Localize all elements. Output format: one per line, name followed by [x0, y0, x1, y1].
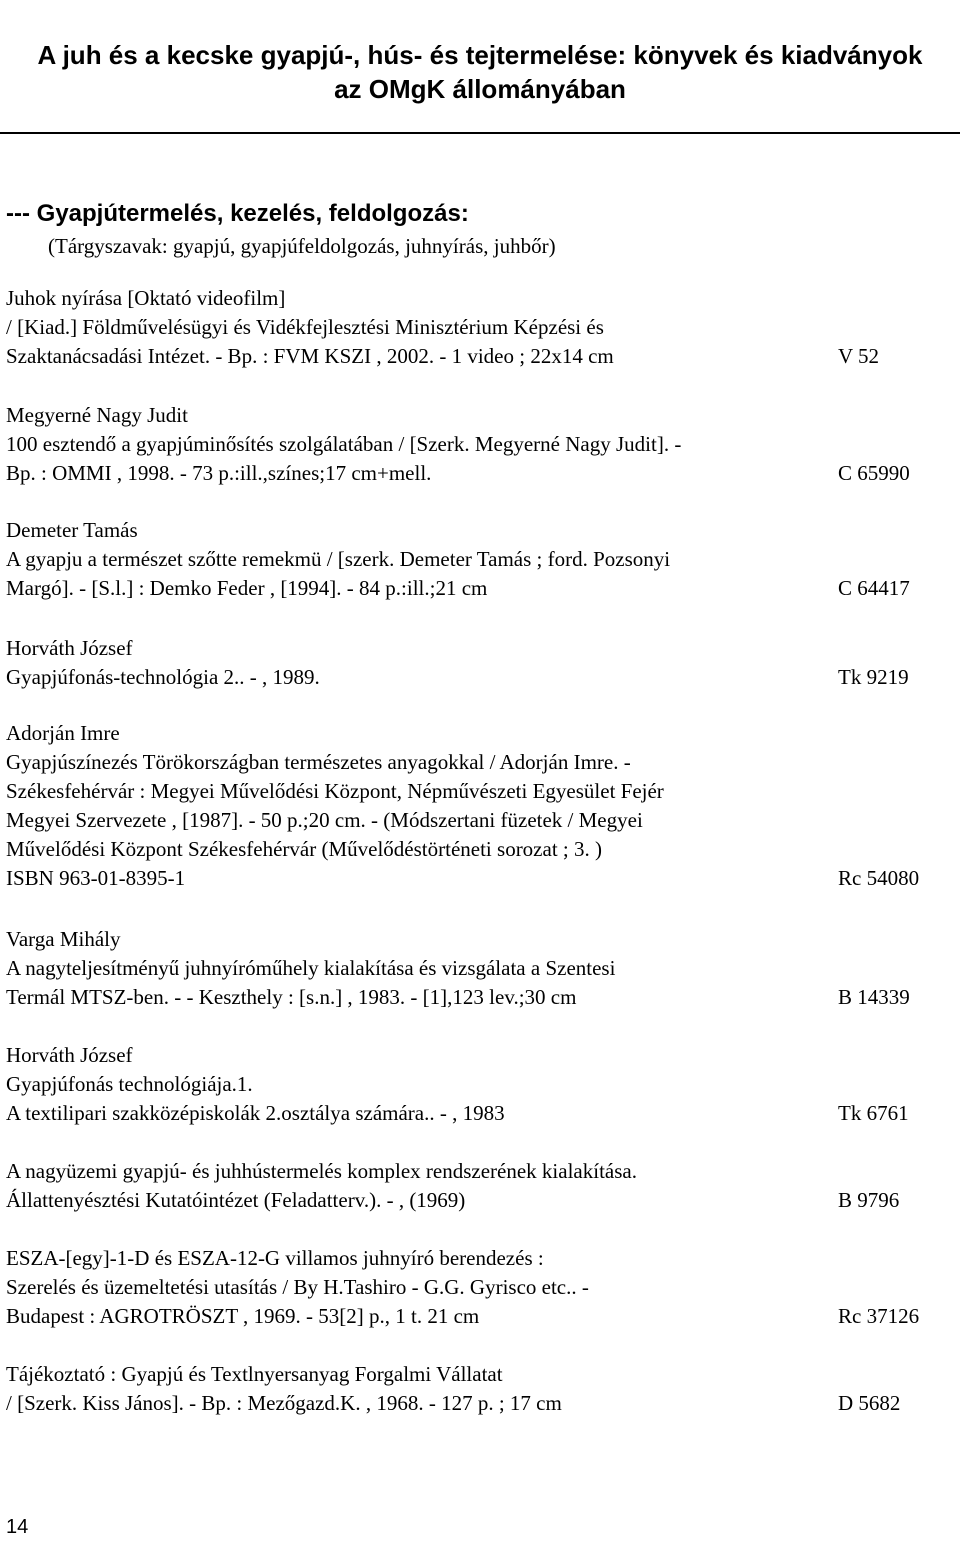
- entry-line: Szaktanácsadási Intézet. - Bp. : FVM KSZI , 2002. - 1 video ; 22x14 cm: [6, 344, 614, 368]
- bibliography-entry: [6, 516, 954, 603]
- call-number: V 52: [838, 344, 880, 368]
- call-number: D 5682: [838, 1391, 901, 1415]
- page-number: 14: [6, 1516, 29, 1538]
- entry-line: Horváth József: [6, 1043, 133, 1067]
- title-line-1: A juh és a kecske gyapjú-, hús- és tejtermelése: könyvek és kiadványok: [37, 40, 923, 70]
- entry-line: Megyei Szervezete , [1987]. - 50 p.;20 cm. - (Módszertani füzetek / Megyei: [6, 808, 643, 832]
- call-number: B 9796: [838, 1188, 900, 1212]
- bibliography-entry: [6, 925, 954, 1012]
- call-number: Rc 54080: [838, 866, 920, 890]
- bibliography-entry: [6, 1244, 954, 1331]
- entry-line: Gyapjúfonás-technológia 2.. - , 1989.: [6, 665, 320, 689]
- entry-line: A nagyüzemi gyapjú- és juhhústermelés komplex rendszerének kialakítása.: [6, 1159, 637, 1183]
- bibliography-entry: [6, 401, 954, 488]
- section-heading: --- Gyapjútermelés, kezelés, feldolgozás:: [6, 200, 469, 227]
- entry-line: Szerelés és üzemeltetési utasítás / By H.Tashiro - G.G. Gyrisco etc.. -: [6, 1275, 589, 1299]
- call-number: Rc 37126: [838, 1304, 920, 1328]
- document-title: [0, 38, 960, 106]
- call-number: C 64417: [838, 576, 910, 600]
- entry-line: / [Kiad.] Földművelésügyi és Vidékfejlesztési Minisztérium Képzési és: [6, 315, 604, 339]
- entry-line: Megyerné Nagy Judit: [6, 403, 188, 427]
- entry-line: Adorján Imre: [6, 721, 120, 745]
- entry-line: Székesfehérvár : Megyei Művelődési Központ, Népművészeti Egyesület Fejér: [6, 779, 664, 803]
- title-divider: [0, 132, 960, 134]
- call-number: Tk 9219: [838, 665, 909, 689]
- entry-line: Budapest : AGROTRÖSZT , 1969. - 53[2] p., 1 t. 21 cm: [6, 1304, 480, 1328]
- entry-line: Állattenyésztési Kutatóintézet (Feladatterv.). - , (1969): [6, 1188, 466, 1212]
- entry-line: Juhok nyírása [Oktató videofilm]: [6, 286, 286, 310]
- entry-line: Margó]. - [S.l.] : Demko Feder , [1994]. - 84 p.:ill.;21 cm: [6, 576, 488, 600]
- section-keywords: (Tárgyszavak: gyapjú, gyapjúfeldolgozás, juhnyírás, juhbőr): [48, 234, 556, 258]
- entry-line: Termál MTSZ-ben. - - Keszthely : [s.n.] , 1983. - [1],123 lev.;30 cm: [6, 985, 577, 1009]
- entry-line: Gyapjúfonás technológiája.1.: [6, 1072, 253, 1096]
- entry-line: ESZA-[egy]-1-D és ESZA-12-G villamos juhnyíró berendezés :: [6, 1246, 544, 1270]
- entry-line: Gyapjúszínezés Törökországban természetes anyagokkal / Adorján Imre. -: [6, 750, 631, 774]
- title-line-2: az OMgK állományában: [334, 74, 626, 104]
- entry-line: ISBN 963-01-8395-1: [6, 866, 186, 890]
- call-number: Tk 6761: [838, 1101, 909, 1125]
- entry-line: 100 esztendő a gyapjúminősítés szolgálatában / [Szerk. Megyerné Nagy Judit]. -: [6, 432, 682, 456]
- entry-line: Bp. : OMMI , 1998. - 73 p.:ill.,színes;17 cm+mell.: [6, 461, 432, 485]
- bibliography-entry: [6, 284, 954, 371]
- entry-line: Varga Mihály: [6, 927, 121, 951]
- bibliography-entry: [6, 634, 954, 692]
- call-number: B 14339: [838, 985, 910, 1009]
- bibliography-entry: [6, 1157, 954, 1215]
- entry-line: A textilipari szakközépiskolák 2.osztálya számára.. - , 1983: [6, 1101, 505, 1125]
- entry-line: Horváth József: [6, 636, 133, 660]
- bibliography-entry: [6, 1360, 954, 1418]
- entry-line: Művelődési Központ Székesfehérvár (Művelődéstörténeti sorozat ; 3. ): [6, 837, 602, 861]
- entry-line: Tájékoztató : Gyapjú és Textlnyersanyag Forgalmi Vállatat: [6, 1362, 503, 1386]
- bibliography-entry: [6, 1041, 954, 1128]
- entry-line: / [Szerk. Kiss János]. - Bp. : Mezőgazd.K. , 1968. - 127 p. ; 17 cm: [6, 1391, 562, 1415]
- entry-line: Demeter Tamás: [6, 518, 138, 542]
- call-number: C 65990: [838, 461, 910, 485]
- bibliography-entry: [6, 719, 954, 893]
- entry-line: A gyapju a természet szőtte remekmü / [szerk. Demeter Tamás ; ford. Pozsonyi: [6, 547, 671, 571]
- entry-line: A nagyteljesítményű juhnyíróműhely kialakítása és vizsgálata a Szentesi: [6, 956, 616, 980]
